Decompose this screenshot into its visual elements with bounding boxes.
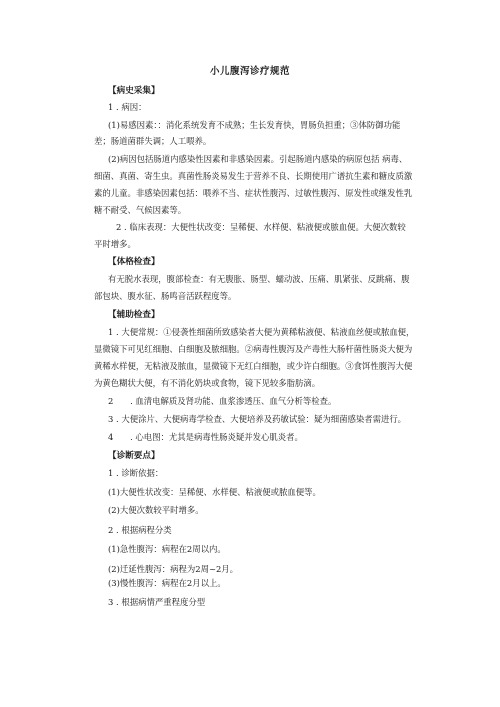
list-item: (1)急性腹泻：病程在2周以内。: [108, 544, 226, 554]
paragraph-line: (2)病因包括肠道内感染性因素和非感染因素。引起肠道内感染的病原包括 病毒、: [108, 154, 408, 164]
section-heading-exam: 【体格检查】: [108, 257, 160, 267]
paragraph-line: 有无脱水表现，腹部检查：有无腹胀、肠型、蠕动波、压痛、肌紧张、反跳痛、腹: [108, 274, 410, 284]
paragraph-line: 细菌、真菌、寄生虫。真菌性肠炎易发生于营养不良、长期使用广谱抗生素和糖皮质激: [94, 171, 413, 181]
paragraph-line: 平时增多。: [94, 239, 136, 249]
paragraph-line: 糖不耐受、气候因素等。: [94, 205, 187, 215]
list-item: (1)大便性状改变：呈稀便、水样便、粘液便或脓血便等。: [108, 487, 321, 497]
paragraph-line: 素的儿童。非感染因素包括：喂养不当、症状性腹泻、过敏性腹泻、原发性或继发性乳: [94, 188, 413, 198]
paragraph-line: 3 . 根据病情严重程度分型: [108, 597, 206, 607]
paragraph-line: 2 . 根据病程分类: [108, 525, 172, 535]
section-heading-aux: 【辅助检查】: [108, 310, 160, 320]
page-title: 小儿腹泻诊疗规范: [209, 66, 290, 77]
paragraph-line: 显微镜下可见红细胞、白细胞及脓细胞。②病毒性腹泻及产毒性大肠杆菌性肠炎大便为: [94, 344, 413, 354]
paragraph-line: 1 . 大便常规：①侵袭性细菌所致感染者大便为黄稀粘液便、粘液血丝便或脓血便，: [108, 327, 415, 337]
paragraph-line: 2 . 血清电解质及肾功能、血浆渗透压、血气分析等检查。: [108, 396, 337, 406]
paragraph-line: 黄稀水样便，无粘液及脓血，显微镜下无红白细胞，或少许白细胞。③食饵性腹泻大便: [94, 361, 413, 371]
paragraph-line: 4 . 心电图：尤其是病毒性肠炎疑并发心肌炎者。: [108, 432, 303, 442]
paragraph-line: 1 . 诊断依据：: [108, 468, 164, 478]
section-heading-diag: 【诊断要点】: [108, 451, 160, 461]
paragraph-line: 2 . 临床表现：大便性状改变：呈稀便、水样便、粘液便或脓血便。大便次数较: [116, 222, 406, 232]
paragraph-line: (1)易感因素：：消化系统发育不成熟；生长发育快，胃肠负担重；③体防御功能: [108, 120, 401, 130]
paragraph-line: 部包块、腹水征、肠鸣音活跃程度等。: [94, 291, 237, 301]
list-item: (3)慢性腹泻：病程在2月以上。: [108, 578, 226, 588]
list-item: (2)迁延性腹泻：病程为2周~2月。: [108, 564, 239, 574]
paragraph-line: 差；肠道菌群失调；人工喂养。: [94, 136, 212, 146]
section-heading-history: 【病史采集】: [108, 86, 160, 96]
paragraph-line: 3 . 大便涂片、大便病毒学检查、大便培养及药敏试验：疑为细菌感染者需进行。: [108, 414, 407, 424]
paragraph-line: 1 . 病因：: [108, 102, 147, 112]
paragraph-line: 为黄色糊状大便，有不消化奶块或食物，镜下见较多脂肪滴。: [94, 378, 321, 388]
list-item: (2)大便次数较平时增多。: [108, 505, 204, 515]
